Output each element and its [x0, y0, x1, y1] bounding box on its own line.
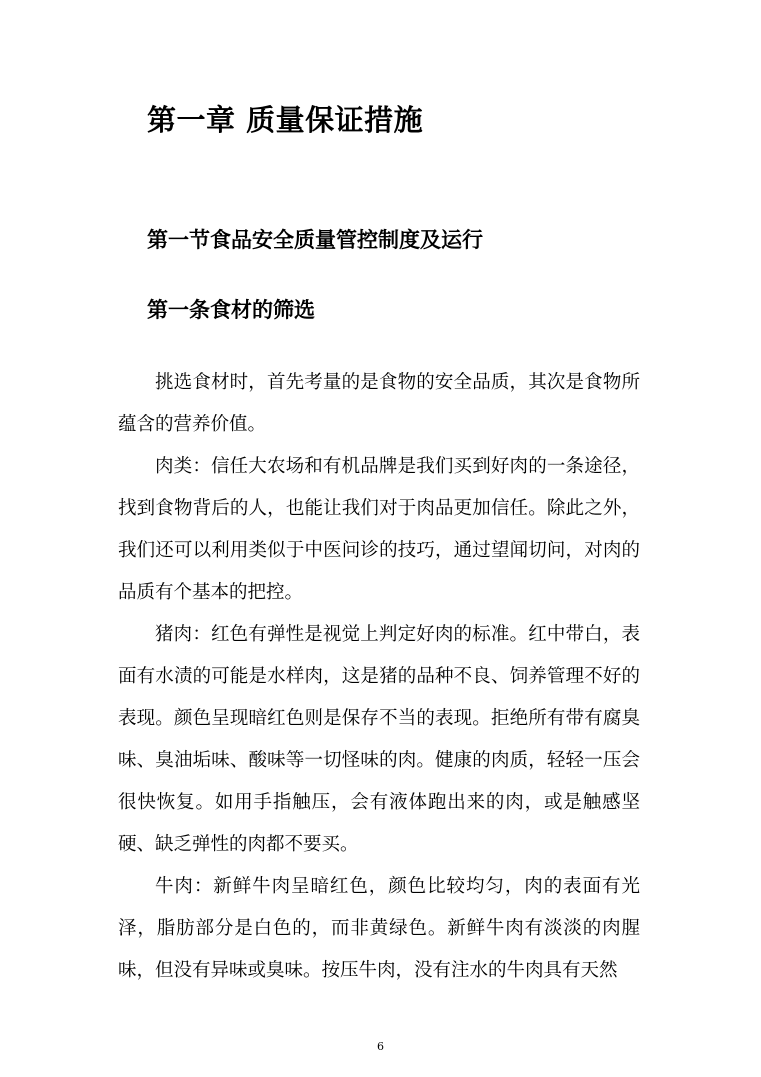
section-title: 第一节食品安全质量管控制度及运行 — [147, 227, 483, 252]
body-text — [118, 362, 640, 992]
page-number: 6 — [377, 1040, 384, 1053]
article-title: 第一条食材的筛选 — [147, 297, 315, 322]
paragraph-meat: 肉类：信任大农场和有机品牌是我们买到好肉的一条途径，找到食物背后的人，也能让我们对于肉品更加信任。除此之外，我们还可以利用类似于中医问诊的技巧，通过望闻切问，对肉的品质有个基本的把控。 — [118, 456, 640, 603]
chapter-title: 第一章 质量保证措施 — [147, 103, 424, 137]
paragraph-pork: 猪肉：红色有弹性是视觉上判定好肉的标准。红中带白，表面有水渍的可能是水样肉，这是猪的品种不良、饲养管理不好的表现。颜色呈现暗红色则是保存不当的表现。拒绝所有带有腐臭味、臭油垢味、酸味等一切怪味的肉。健康的肉质，轻轻一压会很快恢复。如用手指触压，会有液体跑出来的肉，或是触感坚硬、缺乏弹性的肉都不要买。 — [118, 624, 640, 855]
paragraph-intro: 挑选食材时，首先考量的是食物的安全品质，其次是食物所蕴含的营养价值。 — [118, 372, 640, 435]
paragraph-beef: 牛肉：新鲜牛肉呈暗红色，颜色比较均匀，肉的表面有光泽，脂肪部分是白色的，而非黄绿色。新鲜牛肉有淡淡的肉腥味，但没有异味或臭味。按压牛肉，没有注水的牛肉具有天然 — [118, 876, 640, 981]
